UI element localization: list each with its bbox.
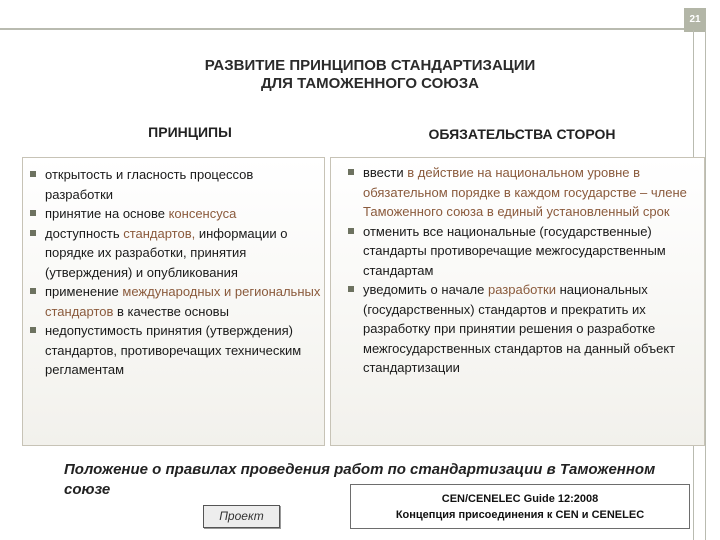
right-border-line-outer <box>705 30 706 540</box>
draft-button[interactable]: Проект <box>203 505 280 528</box>
top-divider <box>0 28 690 30</box>
list-item: применение международных и региональных стандартов в качестве основы <box>24 282 322 321</box>
list-item: открытость и гласность процессов разработки <box>24 165 322 204</box>
slide-title <box>100 57 640 93</box>
list-item: отменить все национальные (государственные) стандарты противоречащие межгосударственным стандартам <box>342 222 702 281</box>
title-line-1: РАЗВИТИЕ ПРИНЦИПОВ СТАНДАРТИЗАЦИИ <box>204 57 536 74</box>
list-item: доступность стандартов, информации о порядке их разработки, принятия (утверждения) и опубликования <box>24 224 322 283</box>
cen-concept-text: Концепция присоединения к CEN и CENELEC <box>395 509 645 521</box>
principles-list <box>24 165 322 380</box>
page-number: 21 <box>684 8 706 32</box>
cen-guide-title: CEN/CENELEC Guide 12:2008 <box>441 493 599 505</box>
list-item: уведомить о начале разработки национальных (государственных) стандартов и прекратить их разработку при принятии решения о разработке межгосударственных стандартов на данный объект стандартизации <box>342 280 702 378</box>
list-item: недопустимость принятия (утверждения) стандартов, противоречащих техническим регламентам <box>24 321 322 380</box>
slide-top-bar <box>0 0 720 38</box>
title-line-2: ДЛЯ ТАМОЖЕННОГО СОЮЗА <box>260 75 480 92</box>
cen-cenelec-box <box>350 484 690 529</box>
regulation-caption: Положение о правилах проведения работ по стандартизации в Таможенном союзе <box>64 461 656 498</box>
list-item: принятие на основе консенсуса <box>24 204 322 224</box>
obligations-heading: ОБЯЗАТЕЛЬСТВА СТОРОН <box>428 126 616 142</box>
list-item: ввести в действие на национальном уровне в обязательном порядке в каждом государстве – члене Таможенного союза в единый установленный срок <box>342 163 702 222</box>
principles-heading: ПРИНЦИПЫ <box>148 124 232 140</box>
obligations-list <box>342 163 702 378</box>
